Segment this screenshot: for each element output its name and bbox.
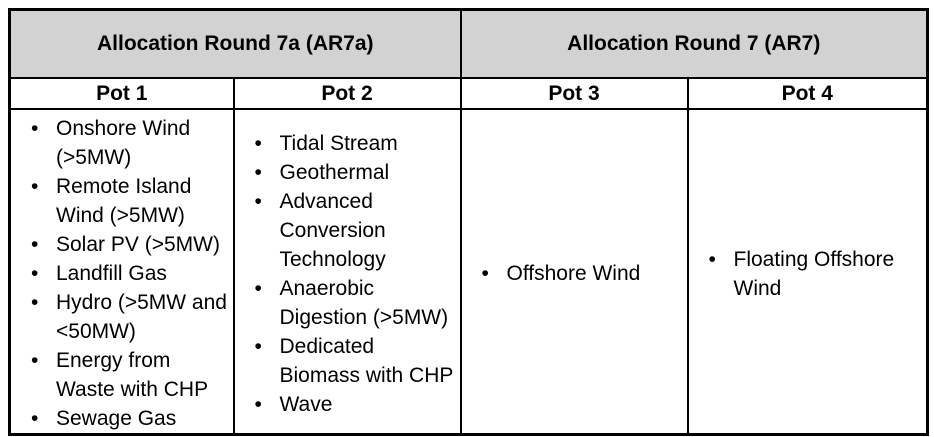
pot2-cell bbox=[234, 109, 461, 435]
bullet-icon: • bbox=[31, 233, 39, 256]
pot-content-row bbox=[10, 109, 928, 435]
list-item-label: Wave bbox=[279, 392, 333, 416]
pot3-header: Pot 3 bbox=[461, 78, 688, 109]
bullet-icon: • bbox=[31, 407, 39, 430]
pot3-cell bbox=[461, 109, 688, 435]
list-item-label: Dedicated Biomass with CHP bbox=[279, 334, 454, 387]
list-item bbox=[235, 332, 455, 390]
list-item bbox=[235, 158, 455, 187]
pot2-header: Pot 2 bbox=[234, 78, 461, 109]
group-header-row bbox=[10, 10, 928, 79]
list-item-label: Geothermal bbox=[279, 160, 390, 184]
bullet-icon: • bbox=[31, 117, 39, 140]
bullet-icon: • bbox=[254, 189, 262, 213]
list-item-label: Remote Island Wind (>5MW) bbox=[56, 175, 192, 227]
pot4-item-list bbox=[689, 245, 927, 303]
bullet-icon: • bbox=[254, 392, 262, 416]
list-item bbox=[11, 230, 228, 259]
list-item-label: Energy from Waste with CHP bbox=[56, 349, 209, 401]
pot-header-row bbox=[10, 78, 928, 109]
bullet-icon: • bbox=[254, 131, 262, 155]
list-item-label: Sewage Gas bbox=[56, 407, 177, 430]
bullet-icon: • bbox=[31, 175, 39, 198]
list-item bbox=[11, 404, 228, 433]
bullet-icon: • bbox=[254, 276, 262, 300]
list-item bbox=[11, 172, 228, 230]
list-item-label: Offshore Wind bbox=[506, 262, 641, 285]
list-item-label: Hydro (>5MW and <50MW) bbox=[56, 291, 227, 343]
list-item-label: Advanced Conversion Technology bbox=[279, 189, 386, 271]
group-header-ar7a: Allocation Round 7a (AR7a) bbox=[10, 10, 461, 79]
list-item bbox=[11, 346, 228, 404]
bullet-icon: • bbox=[31, 349, 39, 372]
list-item-label: Anaerobic Digestion (>5MW) bbox=[279, 276, 449, 329]
pot3-item-list bbox=[462, 259, 687, 288]
bullet-icon: • bbox=[481, 262, 489, 285]
bullet-icon: • bbox=[708, 247, 716, 271]
bullet-icon: • bbox=[254, 160, 262, 184]
list-item-label: Tidal Stream bbox=[279, 131, 398, 155]
list-item-label: Floating Offshore Wind bbox=[733, 247, 895, 300]
list-item-label: Solar PV (>5MW) bbox=[56, 233, 220, 256]
pot4-cell bbox=[688, 109, 928, 435]
allocation-rounds-table bbox=[8, 8, 929, 436]
list-item bbox=[689, 245, 922, 303]
list-item bbox=[11, 259, 228, 288]
list-item bbox=[235, 274, 455, 332]
list-item bbox=[235, 187, 455, 274]
pot1-item-list bbox=[11, 114, 233, 433]
list-item bbox=[235, 390, 455, 419]
list-item bbox=[462, 259, 682, 288]
bullet-icon: • bbox=[254, 334, 262, 358]
pot4-header: Pot 4 bbox=[688, 78, 928, 109]
list-item bbox=[235, 129, 455, 158]
list-item bbox=[11, 288, 228, 346]
pot2-item-list bbox=[235, 129, 460, 419]
group-header-ar7: Allocation Round 7 (AR7) bbox=[461, 10, 928, 79]
bullet-icon: • bbox=[31, 291, 39, 314]
list-item bbox=[11, 114, 228, 172]
list-item-label: Landfill Gas bbox=[56, 262, 167, 285]
bullet-icon: • bbox=[31, 262, 39, 285]
pot1-cell bbox=[10, 109, 234, 435]
pot1-header: Pot 1 bbox=[10, 78, 234, 109]
list-item-label: Onshore Wind (>5MW) bbox=[56, 117, 191, 169]
